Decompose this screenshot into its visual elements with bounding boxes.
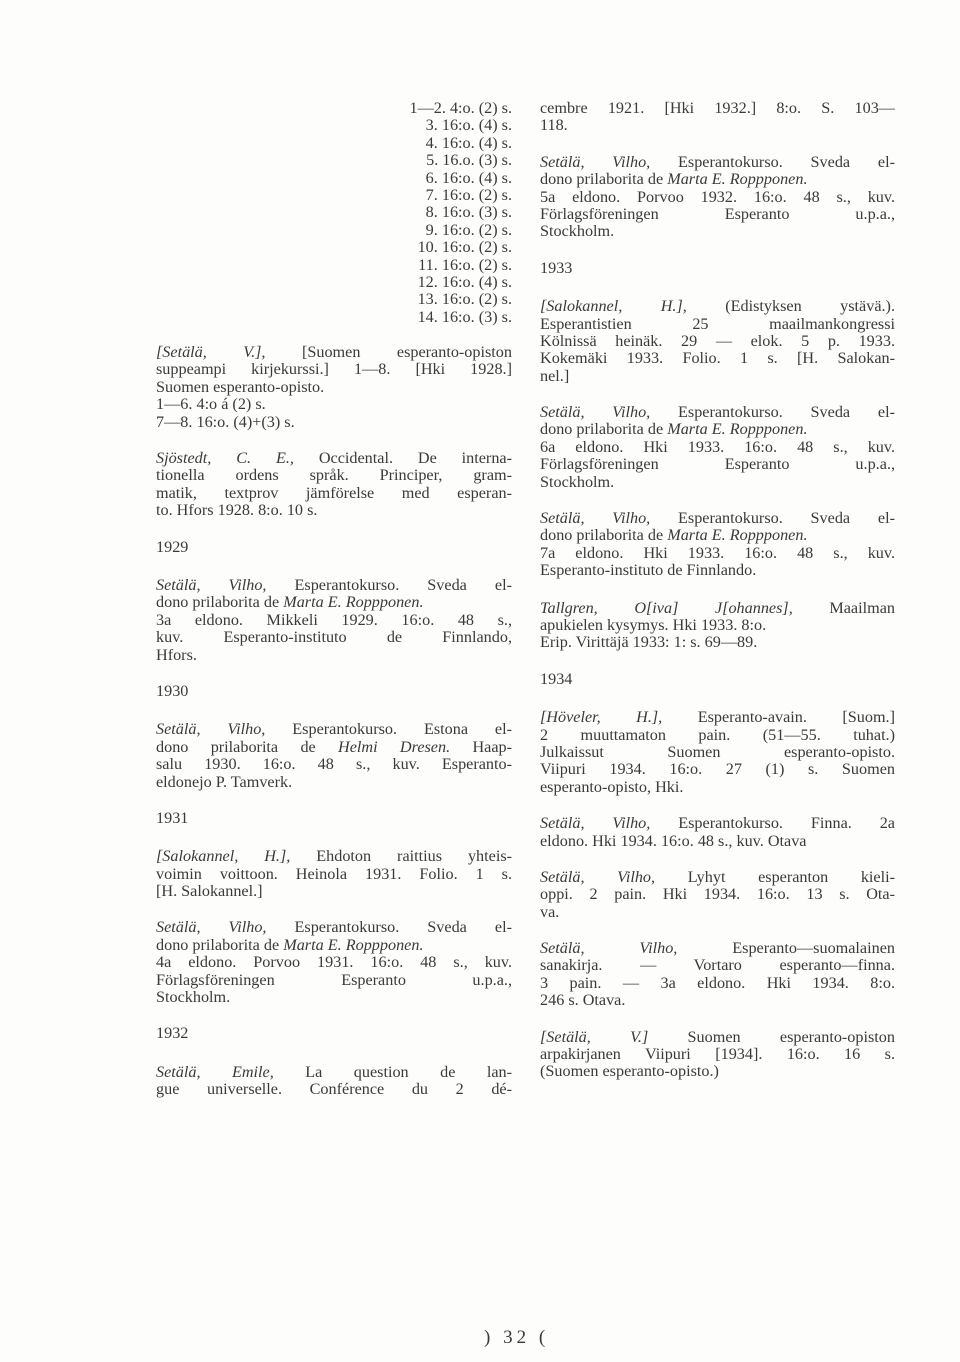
entry-line: Setälä, Vilho, Esperantokurso. Sveda el-: [540, 153, 895, 171]
entry-line: Erip. Virittäjä 1933: 1: s. 69—89.: [540, 633, 758, 652]
volume-line: 14. 16:o. (3) s.: [417, 307, 512, 326]
entry-line: apukielen kysymys. Hki 1933. 8:o.: [540, 615, 767, 634]
entry-author: Setälä, Vilho,: [156, 919, 267, 937]
entry-line: to. Hfors 1928. 8:o. 10 s.: [156, 501, 318, 520]
entry-line: 118.: [540, 116, 568, 135]
entry-author: Setälä, Vilho,: [540, 940, 678, 958]
entry-author: [Höveler, H.],: [540, 709, 663, 727]
volume-list: [156, 100, 512, 326]
volume-line: 8. 16:o. (3) s.: [425, 203, 512, 222]
bibliography-entry: [156, 1064, 512, 1099]
volume-line: 9. 16:o. (2) s.: [425, 220, 512, 239]
entry-line: Hfors.: [156, 645, 197, 664]
entry-line: 246 s. Otava.: [540, 991, 626, 1010]
volume-line: 6. 16:o. (4) s.: [425, 168, 512, 187]
bibliography-entry: [540, 869, 895, 921]
bibliography-entry: [540, 940, 895, 1010]
entry-line: (Suomen esperanto-opisto.): [540, 1062, 719, 1081]
entry-line: 2 muuttamaton pain. (51—55. tuhat.): [540, 726, 895, 744]
entry-author: [Salokannel, H.],: [540, 298, 687, 316]
entry-author: [Setälä, V.]: [540, 1028, 649, 1046]
volume-line: 4. 16:o. (4) s.: [425, 133, 512, 152]
entry-author: Setälä, Emile,: [156, 1063, 274, 1081]
entry-line: salu 1930. 16:o. 48 s., kuv. Esperanto-: [156, 756, 512, 774]
bibliography-entry: [156, 344, 512, 431]
entry-line: cembre 1921. [Hki 1932.] 8:o. S. 103—: [540, 100, 895, 117]
volume-line: 7. 16:o. (2) s.: [425, 185, 512, 204]
entry-line: dono prilaborita de Marta E. Roppponen.: [156, 935, 424, 954]
entry-line: eldono. Hki 1934. 16:o. 48 s., kuv. Otava: [540, 831, 807, 850]
entry-line: Setälä, Vilho, Esperantokurso. Sveda el-: [540, 404, 895, 422]
entry-author: [Salokannel, H.],: [156, 848, 291, 866]
entry-line: sanakirja. — Vortaro esperanto—finna.: [540, 957, 895, 975]
entry-line: Setälä, Vilho, Esperantokurso. Sveda el-: [156, 919, 512, 937]
bibliography-entry: [540, 709, 895, 796]
entry-line: voimin voittoon. Heinola 1931. Folio. 1 s.: [156, 865, 512, 883]
entry-line: 3 pain. — 3a eldono. Hki 1934. 8:o.: [540, 974, 895, 992]
year-heading: 1931: [156, 808, 189, 827]
entry-line: [Höveler, H.], Esperanto-avain. [Suom.]: [540, 709, 895, 727]
entry-line: Stockholm.: [156, 988, 231, 1007]
entry-line: matik, textprov jämförelse med esperan-: [156, 484, 512, 502]
bibliography-entry: [540, 154, 895, 241]
entry-line: Esperantistien 25 maailmankongressi: [540, 315, 895, 333]
entry-line: 7—8. 16:o. (4)+(3) s.: [156, 412, 295, 431]
year-heading: 1933: [540, 258, 573, 277]
bibliography-entry: [540, 404, 895, 491]
entry-line: Setälä, Vilho, Lyhyt esperanton kieli-: [540, 868, 895, 886]
entry-line: Förlagsföreningen Esperanto u.p.a.,: [540, 205, 895, 223]
entry-line: Setälä, Vilho, Esperantokurso. Sveda el-: [540, 510, 895, 528]
entry-line: Stockholm.: [540, 472, 615, 491]
entry-line: dono prilaborita de Marta E. Roppponen.: [540, 170, 808, 189]
entry-line: 3a eldono. Mikkeli 1929. 16:o. 48 s.,: [156, 611, 512, 629]
entry-line: [Setälä, V.], [Suomen esperanto-opiston: [156, 344, 512, 362]
entry-line: Stockholm.: [540, 222, 615, 241]
volume-line: 13. 16:o. (2) s.: [417, 290, 512, 309]
bibliography-entry: [540, 100, 895, 135]
entry-line: Förlagsföreningen Esperanto u.p.a.,: [156, 971, 512, 989]
entry-line: Setälä, Vilho, Esperantokurso. Finna. 2a: [540, 815, 895, 833]
bibliography-entry: [540, 815, 895, 850]
entry-line: 4a eldono. Porvoo 1931. 16:o. 48 s., kuv.: [156, 954, 512, 972]
entry-author: [Setälä, V.],: [156, 344, 266, 362]
entry-author: Setälä, Vilho,: [540, 815, 651, 833]
entry-line: Esperanto-instituto de Finnlando.: [540, 561, 757, 580]
bibliography-entry: [540, 510, 895, 580]
right-column: [540, 100, 895, 1100]
year-heading: 1930: [156, 681, 189, 700]
entry-author: Setälä, Vilho,: [156, 721, 266, 739]
entry-line: [Salokannel, H.], (Edistyksen ystävä.).: [540, 298, 895, 316]
bibliography-entry: [540, 600, 895, 652]
entry-line: nel.]: [540, 366, 570, 385]
entry-line: Viipuri 1934. 16:o. 27 (1) s. Suomen: [540, 761, 895, 779]
entry-author: Setälä, Vilho,: [540, 510, 651, 528]
volume-line: 10. 16:o. (2) s.: [417, 238, 512, 257]
entry-line: Julkaissut Suomen esperanto-opisto.: [540, 743, 895, 761]
entry-line: Suomen esperanto-opisto.: [156, 377, 325, 396]
entry-line: Sjöstedt, C. E., Occidental. De interna-: [156, 450, 512, 468]
entry-line: dono prilaborita de Marta E. Roppponen.: [156, 593, 424, 612]
year-heading: 1934: [540, 669, 573, 688]
entry-line: Förlagsföreningen Esperanto u.p.a.,: [540, 456, 895, 474]
volume-line: 12. 16:o. (4) s.: [417, 272, 512, 291]
entry-author: Setälä, Vilho,: [156, 576, 267, 594]
entry-line: eldonejo P. Tamverk.: [156, 772, 293, 791]
year-heading: 1932: [156, 1024, 189, 1043]
volume-line: 3. 16:o. (4) s.: [425, 116, 512, 135]
bibliography-entry: [156, 919, 512, 1006]
entry-line: dono prilaborita de Marta E. Roppponen.: [540, 526, 808, 545]
entry-author: Sjöstedt, C. E.,: [156, 450, 294, 468]
entry-line: [Salokannel, H.], Ehdoton raittius yhteis-: [156, 848, 512, 866]
entry-line: [H. Salokannel.]: [156, 882, 263, 901]
entry-line: kuv. Esperanto-instituto de Finnlando,: [156, 629, 512, 647]
bibliography-entry: [156, 577, 512, 664]
page-number: ) 32 (: [484, 1327, 550, 1348]
bibliography-entry: [156, 450, 512, 520]
entry-line: 1—6. 4:o á (2) s.: [156, 395, 266, 414]
entry-line: Setälä, Vilho, Esperanto—suomalainen: [540, 940, 895, 958]
volume-line: 11. 16:o. (2) s.: [418, 255, 512, 274]
entry-author: Setälä, Vilho,: [540, 153, 651, 171]
entry-line: Setälä, Emile, La question de lan-: [156, 1063, 512, 1081]
entry-line: tionella ordens språk. Principer, gram-: [156, 467, 512, 485]
entry-line: 7a eldono. Hki 1933. 16:o. 48 s., kuv.: [540, 544, 895, 562]
entry-line: [Setälä, V.] Suomen esperanto-opiston: [540, 1028, 895, 1046]
entry-line: arpakirjanen Viipuri [1934]. 16:o. 16 s.: [540, 1046, 895, 1064]
entry-line: va.: [540, 902, 560, 921]
bibliography-entry: [156, 721, 512, 791]
entry-line: Tallgren, O[iva] J[ohannes], Maailman: [540, 599, 895, 617]
bibliography-entry: [540, 1029, 895, 1081]
entry-line: suppeampi kirjekurssi.] 1—8. [Hki 1928.]: [156, 361, 512, 379]
bibliography-entry: [156, 848, 512, 900]
entry-line: Kölnissä heinäk. 29 — elok. 5 p. 1933.: [540, 332, 895, 350]
bibliography-entry: [540, 298, 895, 385]
entry-line: dono prilaborita de Helmi Dresen. Haap-: [156, 738, 512, 756]
volume-line: 5. 16.o. (3) s.: [426, 151, 512, 170]
entry-line: oppi. 2 pain. Hki 1934. 16:o. 13 s. Ota-: [540, 886, 895, 904]
entry-line: esperanto-opisto, Hki.: [540, 777, 684, 796]
entry-line: 6a eldono. Hki 1933. 16:o. 48 s., kuv.: [540, 438, 895, 456]
entry-author: Setälä, Vilho,: [540, 404, 651, 422]
entry-line: gue universelle. Conférence du 2 dé-: [156, 1081, 512, 1099]
volume-line: 1—2. 4:o. (2) s.: [409, 99, 512, 117]
entry-line: dono prilaborita de Marta E. Roppponen.: [540, 420, 808, 439]
entry-line: Setälä, Vilho, Esperantokurso. Estona el-: [156, 721, 512, 739]
left-column: [156, 100, 512, 1118]
entry-author: Tallgren, O[iva] J[ohannes],: [540, 599, 793, 617]
entry-author: Setälä, Vilho,: [540, 868, 656, 886]
entry-line: Kokemäki 1933. Folio. 1 s. [H. Salokan-: [540, 350, 895, 368]
entry-line: 5a eldono. Porvoo 1932. 16:o. 48 s., kuv.: [540, 188, 895, 206]
entry-line: Setälä, Vilho, Esperantokurso. Sveda el-: [156, 576, 512, 594]
year-heading: 1929: [156, 537, 189, 556]
